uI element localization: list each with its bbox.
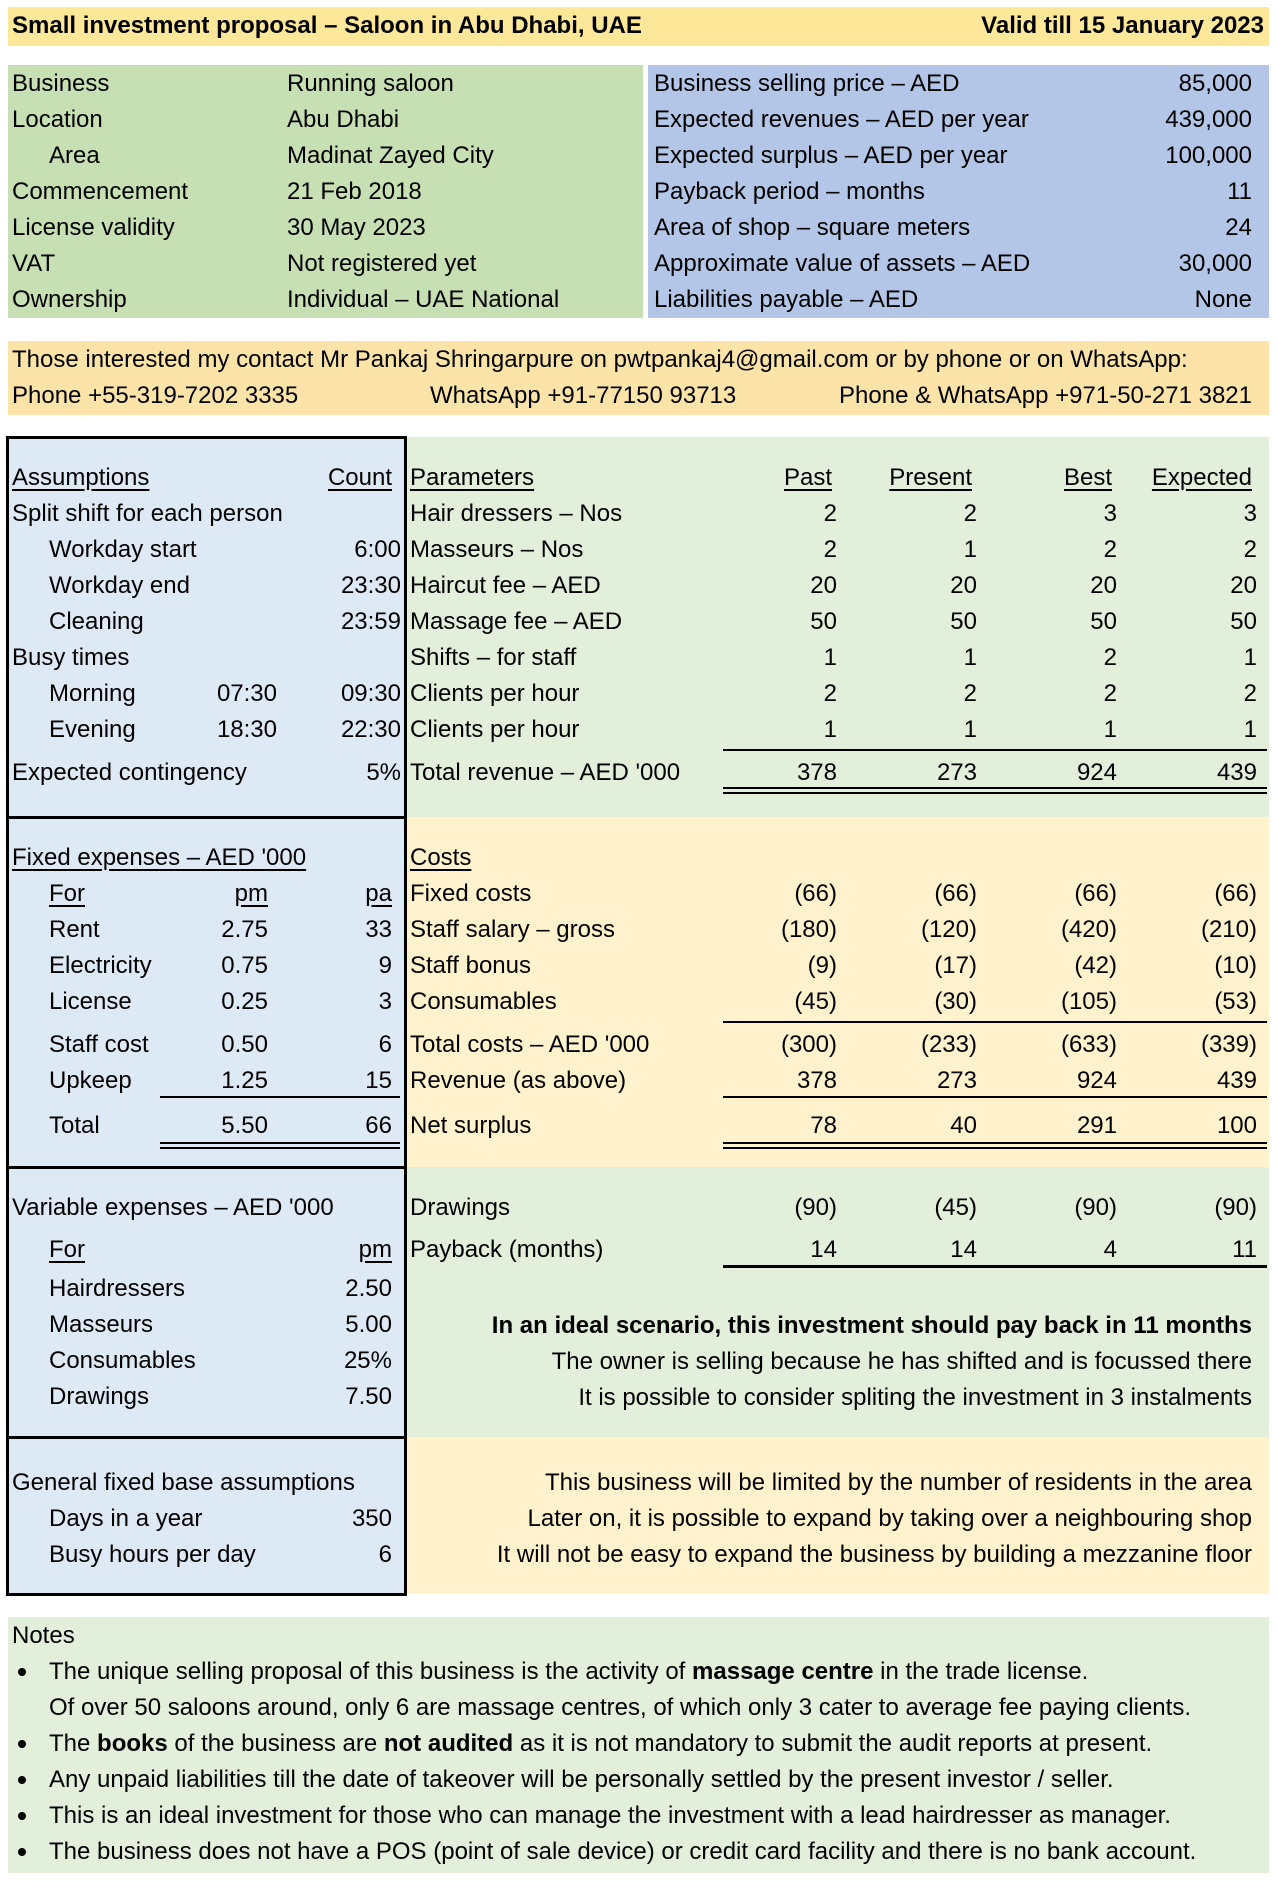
business-info-value: Not registered yet <box>287 250 477 277</box>
parameter-3-value-2: 50 <box>1090 608 1117 635</box>
fixed-expense-label: Staff cost <box>49 1031 149 1058</box>
cost-1-value-3: (210) <box>1200 916 1257 943</box>
total-revenue-value-3: 439 <box>1216 759 1257 786</box>
assumptions-heading: Assumptions <box>12 464 150 491</box>
grid-bottom-border <box>8 1593 406 1596</box>
drawings-label: Drawings <box>410 1194 511 1221</box>
net-surplus-value-1: 40 <box>950 1112 977 1139</box>
grid-top-border <box>8 436 406 439</box>
fixed-expense-label: Upkeep <box>49 1067 132 1094</box>
total-revenue-value-1: 273 <box>936 759 977 786</box>
parameter-4-value-2: 2 <box>1103 644 1117 671</box>
business-info-label: Location <box>12 106 103 133</box>
drawings-value-1: (45) <box>934 1194 977 1221</box>
business-info-value: 21 Feb 2018 <box>287 178 422 205</box>
revenue-subtotal-line-0 <box>723 749 866 751</box>
note-1-continued: Of over 50 saloons around, only 6 are massage centres, of which only 3 cater to average fee paying clients. <box>49 1694 1191 1721</box>
contact-line: Those interested my contact Mr Pankaj Shringarpure on pwtpankaj4@gmail.com or by phone or on WhatsApp: <box>12 346 1188 373</box>
contingency-label: Expected contingency <box>12 759 247 786</box>
net-subtotal-line-2 <box>1003 1096 1146 1098</box>
cleaning-label: Cleaning <box>49 608 144 635</box>
fixed-expense-pa: 33 <box>365 916 392 943</box>
payback-value-3: 11 <box>1232 1236 1257 1263</box>
note-2-text-e: as it is not mandatory to submit the audit reports at present. <box>513 1730 1153 1757</box>
grid-divider-3 <box>8 1436 406 1439</box>
variable-col-pm: pm <box>358 1236 392 1263</box>
contact-whatsapp: WhatsApp +91-77150 93713 <box>430 382 737 409</box>
fixed-expense-pa: 15 <box>365 1067 392 1094</box>
variable-expense-value: 5.00 <box>345 1311 392 1338</box>
revenue-as-above-label: Revenue (as above) <box>410 1067 627 1094</box>
days-label: Days in a year <box>49 1505 203 1532</box>
scenario-line-3: It is possible to consider spliting the investment in 3 instalments <box>578 1384 1252 1411</box>
total-costs-value-0: (300) <box>780 1031 837 1058</box>
parameter-6-value-1: 1 <box>963 716 977 743</box>
financial-summary-value: 85,000 <box>1178 70 1252 97</box>
parameter-0-value-2: 3 <box>1103 500 1117 527</box>
financial-summary-label: Payback period – months <box>654 178 925 205</box>
fixed-expense-pa: 6 <box>378 1031 392 1058</box>
parameter-0-value-1: 2 <box>963 500 977 527</box>
net-subtotal-line-1 <box>863 1096 1006 1098</box>
payback-label: Payback (months) <box>410 1236 604 1263</box>
cost-3-value-1: (30) <box>934 988 977 1015</box>
parameter-6-value-2: 1 <box>1103 716 1117 743</box>
parameters-column-heading: Past <box>783 464 832 491</box>
cost-label: Staff salary – gross <box>410 916 615 943</box>
cost-label: Fixed costs <box>410 880 532 907</box>
cost-2-value-0: (9) <box>807 952 837 979</box>
parameter-6-value-3: 1 <box>1243 716 1257 743</box>
revenue-subtotal-line-1 <box>863 749 1006 751</box>
fixed-expense-label: Rent <box>49 916 100 943</box>
fixed-expense-pm: 0.25 <box>221 988 268 1015</box>
drawings-value-3: (90) <box>1214 1194 1257 1221</box>
payback-total-line-1 <box>863 1265 1006 1268</box>
variable-expenses-heading: Variable expenses – AED '000 <box>12 1194 334 1221</box>
fixed-expense-label: Electricity <box>49 952 152 979</box>
variable-expense-label: Consumables <box>49 1347 196 1374</box>
note-bullet-4 <box>18 1812 26 1820</box>
parameter-2-value-3: 20 <box>1230 572 1257 599</box>
cost-0-value-2: (66) <box>1074 880 1117 907</box>
note-1-text-a: The unique selling proposal of this business is the activity of <box>49 1658 693 1685</box>
note-2-text-a: The <box>49 1730 98 1757</box>
cost-1-value-0: (180) <box>780 916 837 943</box>
parameter-label: Clients per hour <box>410 680 580 707</box>
grid-divider-1 <box>8 816 406 819</box>
costs-subtotal-line-0 <box>723 1021 866 1023</box>
cost-2-value-3: (10) <box>1214 952 1257 979</box>
parameter-label: Hair dressers – Nos <box>410 500 623 527</box>
parameter-1-value-2: 2 <box>1103 536 1117 563</box>
cost-0-value-0: (66) <box>794 880 837 907</box>
net-total-line-3 <box>1143 1142 1267 1149</box>
fixed-expense-pa: 9 <box>378 952 392 979</box>
evening-to: 22:30 <box>340 716 401 743</box>
net-surplus-value-0: 78 <box>810 1112 837 1139</box>
cost-0-value-1: (66) <box>934 880 977 907</box>
parameter-2-value-1: 20 <box>950 572 977 599</box>
workday-start-label: Workday start <box>49 536 197 563</box>
business-info-value: Individual – UAE National <box>287 286 560 313</box>
workday-start-value: 6:00 <box>354 536 401 563</box>
fixed-expenses-heading: Fixed expenses – AED '000 <box>12 844 307 871</box>
parameter-3-value-0: 50 <box>810 608 837 635</box>
fixed-expense-pm: 0.50 <box>221 1031 268 1058</box>
fixed-expense-pa: 3 <box>378 988 392 1015</box>
outlook-line-1: This business will be limited by the number of residents in the area <box>544 1469 1252 1496</box>
parameter-1-value-3: 2 <box>1243 536 1257 563</box>
payback-value-2: 4 <box>1103 1236 1117 1263</box>
evening-from: 18:30 <box>216 716 277 743</box>
fixed-expense-pm: 1.25 <box>221 1067 268 1094</box>
cost-3-value-3: (53) <box>1214 988 1257 1015</box>
cost-3-value-0: (45) <box>794 988 837 1015</box>
fixed-total-pa: 66 <box>365 1112 392 1139</box>
general-heading: General fixed base assumptions <box>12 1469 355 1496</box>
drawings-value-0: (90) <box>794 1194 837 1221</box>
outlook-line-3: It will not be easy to expand the business by building a mezzanine floor <box>496 1541 1252 1568</box>
net-total-line-1 <box>863 1142 1006 1149</box>
parameter-2-value-0: 20 <box>810 572 837 599</box>
net-surplus-value-2: 291 <box>1076 1112 1117 1139</box>
workday-end-label: Workday end <box>49 572 190 599</box>
parameter-3-value-1: 50 <box>950 608 977 635</box>
note-4: This is an ideal investment for those who can manage the investment with a lead hairdresser as manager. <box>49 1802 1171 1829</box>
contact-phone-whatsapp: Phone & WhatsApp +971-50-271 3821 <box>839 382 1252 409</box>
evening-label: Evening <box>49 716 136 743</box>
fixed-expense-label: License <box>49 988 132 1015</box>
days-value: 350 <box>351 1505 392 1532</box>
total-revenue-value-0: 378 <box>796 759 837 786</box>
parameters-column-heading: Expected <box>1151 464 1252 491</box>
parameters-column-heading: Present <box>889 464 972 491</box>
contingency-value: 5% <box>366 759 401 786</box>
note-2-bold-books: books <box>97 1730 168 1757</box>
contact-phone: Phone +55-319-7202 3335 <box>12 382 299 409</box>
parameter-5-value-0: 2 <box>823 680 837 707</box>
parameters-column-heading: Best <box>1063 464 1112 491</box>
note-bullet-2 <box>18 1740 26 1748</box>
payback-value-0: 14 <box>810 1236 837 1263</box>
financial-summary-value: 30,000 <box>1178 250 1252 277</box>
fixed-total-label: Total <box>49 1112 100 1139</box>
parameter-label: Shifts – for staff <box>410 644 577 671</box>
variable-expense-value: 25% <box>343 1347 392 1374</box>
revenue-subtotal-line-2 <box>1003 749 1146 751</box>
fixed-expense-pm: 0.75 <box>221 952 268 979</box>
parameter-label: Clients per hour <box>410 716 580 743</box>
note-2-text-c: of the business are <box>167 1730 384 1757</box>
parameter-3-value-3: 50 <box>1230 608 1257 635</box>
grid-left-border <box>6 436 9 1596</box>
note-bullet-5 <box>18 1848 26 1856</box>
costs-subtotal-line-2 <box>1003 1021 1146 1023</box>
fixed-col-pa: pa <box>365 880 392 907</box>
count-heading: Count <box>327 464 392 491</box>
revenue-as-above-value-3: 439 <box>1216 1067 1257 1094</box>
busy-times-label: Busy times <box>12 644 130 671</box>
note-bullet-3 <box>18 1776 26 1784</box>
parameter-0-value-3: 3 <box>1243 500 1257 527</box>
cost-2-value-2: (42) <box>1074 952 1117 979</box>
variable-col-for: For <box>49 1236 85 1263</box>
revenue-total-line-3 <box>1143 787 1267 794</box>
business-info-label: VAT <box>12 250 56 277</box>
split-shift-label: Split shift for each person <box>12 500 283 527</box>
total-revenue-value-2: 924 <box>1076 759 1117 786</box>
total-costs-value-2: (633) <box>1060 1031 1117 1058</box>
outlook-line-2: Later on, it is possible to expand by taking over a neighbouring shop <box>527 1505 1252 1532</box>
fixed-total-double-underline <box>160 1142 400 1149</box>
morning-to: 09:30 <box>340 680 401 707</box>
financial-summary-value: 11 <box>1227 178 1252 205</box>
financial-summary-value: None <box>1194 286 1252 313</box>
net-subtotal-line-3 <box>1143 1096 1267 1098</box>
payback-value-1: 14 <box>950 1236 977 1263</box>
payback-total-line-3 <box>1143 1265 1267 1268</box>
parameter-1-value-0: 2 <box>823 536 837 563</box>
revenue-total-line-2 <box>1003 787 1146 794</box>
parameter-5-value-2: 2 <box>1103 680 1117 707</box>
business-info-value: Running saloon <box>287 70 454 97</box>
hours-label: Busy hours per day <box>49 1541 256 1568</box>
parameter-4-value-1: 1 <box>963 644 977 671</box>
valid-till: Valid till 15 January 2023 <box>981 12 1264 39</box>
variable-expense-value: 2.50 <box>345 1275 392 1302</box>
fixed-col-for: For <box>49 880 85 907</box>
cost-2-value-1: (17) <box>934 952 977 979</box>
revenue-total-line-1 <box>863 787 1006 794</box>
business-info-label: Ownership <box>12 286 127 313</box>
net-subtotal-line-0 <box>723 1096 866 1098</box>
net-total-line-2 <box>1003 1142 1146 1149</box>
net-surplus-value-3: 100 <box>1216 1112 1257 1139</box>
note-1-text-c: in the trade license. <box>873 1658 1089 1685</box>
note-2-bold-not-audited: not audited <box>383 1730 514 1757</box>
note-5: The business does not have a POS (point of sale device) or credit card facility and there is no bank account. <box>49 1838 1197 1865</box>
note-1-bold: massage centre <box>692 1658 874 1685</box>
cost-1-value-2: (420) <box>1060 916 1117 943</box>
costs-heading: Costs <box>410 844 472 871</box>
drawings-value-2: (90) <box>1074 1194 1117 1221</box>
business-info-label: License validity <box>12 214 175 241</box>
parameter-5-value-3: 2 <box>1243 680 1257 707</box>
fixed-subtotal-underline <box>160 1096 400 1098</box>
cost-0-value-3: (66) <box>1214 880 1257 907</box>
costs-subtotal-line-3 <box>1143 1021 1267 1023</box>
financial-summary-label: Approximate value of assets – AED <box>654 250 1031 277</box>
morning-label: Morning <box>49 680 136 707</box>
hours-value: 6 <box>378 1541 392 1568</box>
financial-summary-value: 24 <box>1225 214 1252 241</box>
note-1 <box>49 1654 1088 1690</box>
parameter-4-value-0: 1 <box>823 644 837 671</box>
financial-summary-label: Expected revenues – AED per year <box>654 106 1029 133</box>
financial-summary-value: 100,000 <box>1165 142 1252 169</box>
parameter-1-value-1: 1 <box>963 536 977 563</box>
fixed-col-pm: pm <box>234 880 268 907</box>
parameter-label: Massage fee – AED <box>410 608 623 635</box>
page-title: Small investment proposal – Saloon in Abu Dhabi, UAE <box>12 12 642 39</box>
total-costs-value-3: (339) <box>1200 1031 1257 1058</box>
total-costs-value-1: (233) <box>920 1031 977 1058</box>
fixed-expense-pm: 2.75 <box>221 916 268 943</box>
revenue-as-above-value-1: 273 <box>936 1067 977 1094</box>
parameter-label: Masseurs – Nos <box>410 536 584 563</box>
grid-center-border <box>404 436 407 1596</box>
net-total-line-0 <box>723 1142 866 1149</box>
costs-subtotal-line-1 <box>863 1021 1006 1023</box>
business-info-value: Abu Dhabi <box>287 106 400 133</box>
business-info-label: Area <box>49 142 100 169</box>
scenario-line-2: The owner is selling because he has shifted and is focussed there <box>551 1348 1252 1375</box>
variable-expense-label: Drawings <box>49 1383 150 1410</box>
fixed-total-pm: 5.50 <box>221 1112 268 1139</box>
cost-label: Staff bonus <box>410 952 531 979</box>
cost-label: Consumables <box>410 988 557 1015</box>
parameter-label: Haircut fee – AED <box>410 572 601 599</box>
payback-total-line-2 <box>1003 1265 1146 1268</box>
note-2 <box>49 1726 1152 1762</box>
total-costs-label: Total costs – AED '000 <box>410 1031 650 1058</box>
payback-total-line-0 <box>723 1265 866 1268</box>
business-info-value: Madinat Zayed City <box>287 142 494 169</box>
note-3: Any unpaid liabilities till the date of takeover will be personally settled by the present investor / seller. <box>49 1766 1114 1793</box>
parameter-2-value-2: 20 <box>1090 572 1117 599</box>
financial-summary-value: 439,000 <box>1165 106 1252 133</box>
scenario-headline: In an ideal scenario, this investment should pay back in 11 months <box>491 1312 1252 1339</box>
financial-summary-label: Business selling price – AED <box>654 70 960 97</box>
parameter-4-value-3: 1 <box>1243 644 1257 671</box>
revenue-as-above-value-2: 924 <box>1076 1067 1117 1094</box>
financial-summary-label: Expected surplus – AED per year <box>654 142 1008 169</box>
cost-1-value-1: (120) <box>920 916 977 943</box>
revenue-subtotal-line-3 <box>1143 749 1267 751</box>
variable-expense-label: Hairdressers <box>49 1275 186 1302</box>
financial-summary-label: Area of shop – square meters <box>654 214 971 241</box>
workday-end-value: 23:30 <box>340 572 401 599</box>
cost-3-value-2: (105) <box>1060 988 1117 1015</box>
variable-expense-value: 7.50 <box>345 1383 392 1410</box>
business-info-value: 30 May 2023 <box>287 214 426 241</box>
parameter-6-value-0: 1 <box>823 716 837 743</box>
revenue-total-line-0 <box>723 787 866 794</box>
parameters-heading: Parameters <box>410 464 535 491</box>
cleaning-value: 23:59 <box>340 608 401 635</box>
business-info-label: Commencement <box>12 178 189 205</box>
business-info-label: Business <box>12 70 110 97</box>
financial-summary-label: Liabilities payable – AED <box>654 286 919 313</box>
morning-from: 07:30 <box>216 680 277 707</box>
parameter-5-value-1: 2 <box>963 680 977 707</box>
net-surplus-label: Net surplus <box>410 1112 532 1139</box>
variable-expense-label: Masseurs <box>49 1311 154 1338</box>
parameter-0-value-0: 2 <box>823 500 837 527</box>
note-bullet-1 <box>18 1668 26 1676</box>
total-revenue-label: Total revenue – AED '000 <box>410 759 681 786</box>
notes-heading: Notes <box>12 1622 75 1649</box>
revenue-as-above-value-0: 378 <box>796 1067 837 1094</box>
grid-divider-2 <box>8 1166 406 1169</box>
